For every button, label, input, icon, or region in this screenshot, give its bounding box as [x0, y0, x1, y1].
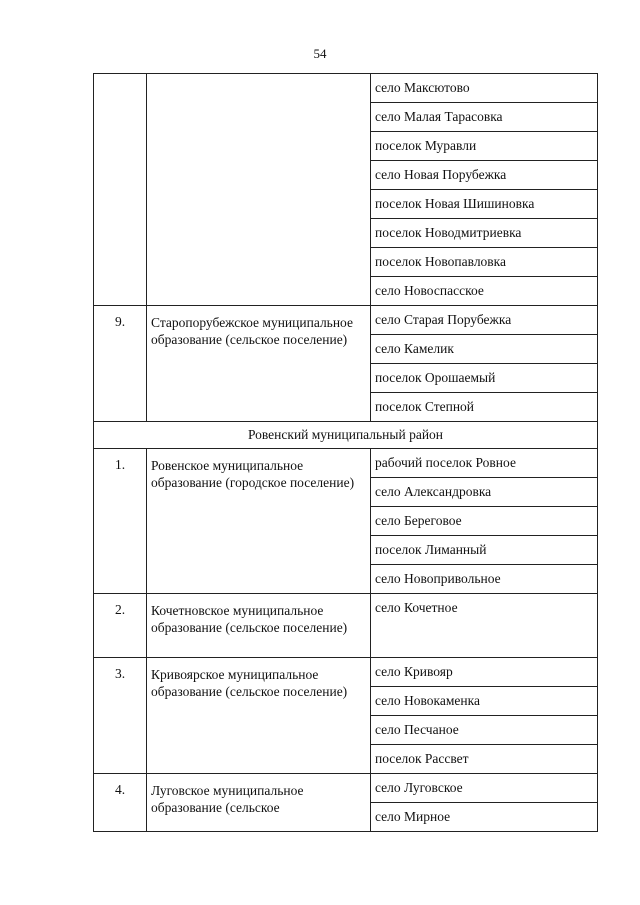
settlement-cell: село Луговское: [371, 774, 598, 803]
settlement-cell: поселок Лиманный: [371, 536, 598, 565]
number-cell: 1.: [94, 449, 147, 594]
table-row: [94, 774, 598, 803]
table-row: [94, 658, 598, 687]
municipality-name-cell: Ровенское муниципальное образование (городское поселение): [147, 449, 371, 594]
settlement-cell: поселок Муравли: [371, 132, 598, 161]
settlement-cell: село Кривояр: [371, 658, 598, 687]
settlement-cell: поселок Новопавловка: [371, 248, 598, 277]
table-row: [94, 74, 598, 103]
municipality-name-cell: [147, 74, 371, 306]
settlement-cell: поселок Рассвет: [371, 745, 598, 774]
district-row: [94, 422, 598, 449]
settlement-cell: село Александровка: [371, 478, 598, 507]
settlement-cell: село Малая Тарасовка: [371, 103, 598, 132]
settlement-cell: село Кочетное: [371, 594, 598, 658]
table-row: [94, 306, 598, 335]
settlement-cell: село Максютово: [371, 74, 598, 103]
settlement-cell: рабочий поселок Ровное: [371, 449, 598, 478]
settlement-cell: село Мирное: [371, 803, 598, 832]
number-cell: 3.: [94, 658, 147, 774]
settlement-cell: село Новая Порубежка: [371, 161, 598, 190]
number-cell: [94, 74, 147, 306]
page-number: 54: [313, 46, 327, 61]
table-row: [94, 594, 598, 658]
municipality-name-cell: Кочетновское муниципальное образование (сельское поселение): [147, 594, 371, 658]
settlement-cell: село Береговое: [371, 507, 598, 536]
number-cell: 9.: [94, 306, 147, 422]
settlement-cell: поселок Новая Шишиновка: [371, 190, 598, 219]
number-cell: 4.: [94, 774, 147, 832]
settlement-cell: село Новокаменка: [371, 687, 598, 716]
number-cell: 2.: [94, 594, 147, 658]
district-heading: Ровенский муниципальный район: [94, 422, 598, 449]
settlement-cell: село Старая Порубежка: [371, 306, 598, 335]
settlement-cell: село Камелик: [371, 335, 598, 364]
settlements-table: [93, 73, 598, 832]
municipality-name-cell: Кривоярское муниципальное образование (сельское поселение): [147, 658, 371, 774]
settlement-cell: поселок Новодмитриевка: [371, 219, 598, 248]
settlement-cell: село Песчаное: [371, 716, 598, 745]
settlement-cell: поселок Орошаемый: [371, 364, 598, 393]
settlement-cell: село Новоспасское: [371, 277, 598, 306]
settlement-cell: село Новопривольное: [371, 565, 598, 594]
settlement-cell: поселок Степной: [371, 393, 598, 422]
municipality-name-cell: Старопорубежское муниципальное образование (сельское поселение): [147, 306, 371, 422]
table-row: [94, 449, 598, 478]
municipality-name-cell: Луговское муниципальное образование (сельское: [147, 774, 371, 832]
